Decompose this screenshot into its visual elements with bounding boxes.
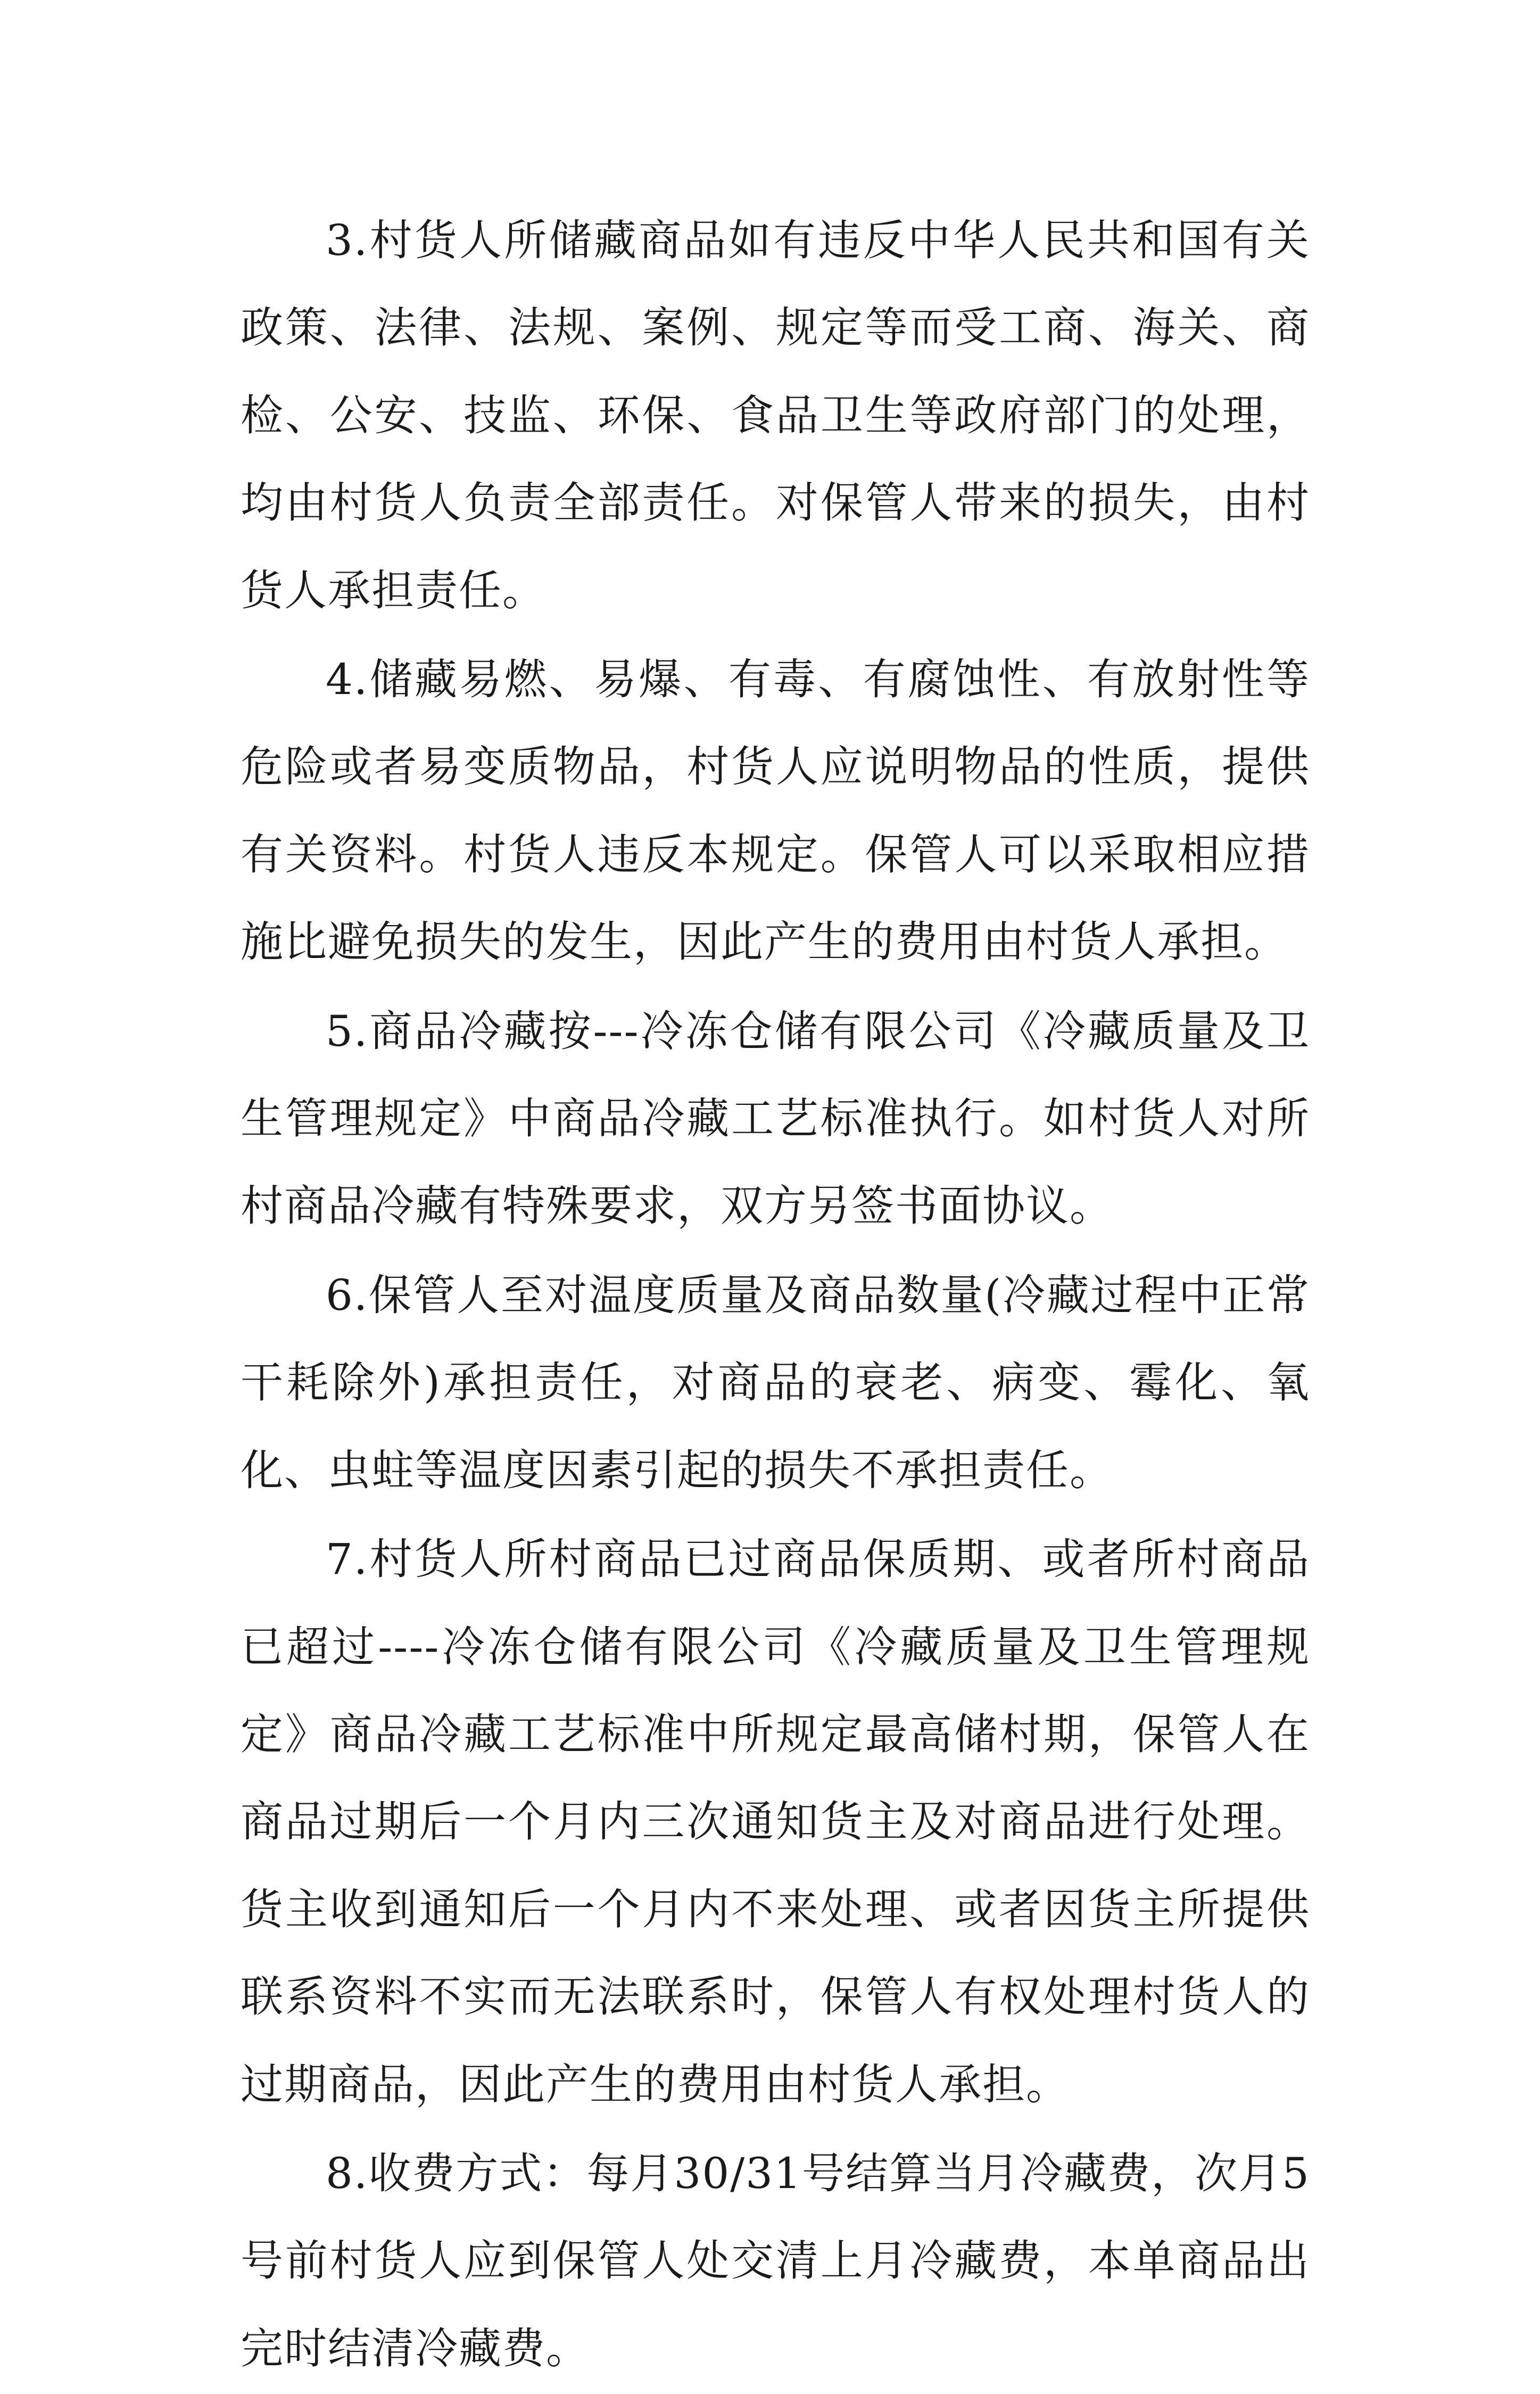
clause-7: 7.村货人所村商品已过商品保质期、或者所村商品已超过----冷冻仓储有限公司《冷藏质量及卫生管理规定》商品冷藏工艺标准中所规定最高储村期，保管人在商品过期后一个月内三次通知货主及对商品进行处理。货主收到通知后一个月内不来处理、或者因货主所提供联系资料不实而无法联系时，保管人有权处理村货人的过期商品，因此产生的费用由村货人承担。 [241,1534,1310,2109]
clause-6: 6.保管人至对温度质量及商品数量(冷藏过程中正常干耗除外)承担责任，对商品的衰老、病变、霉化、氧化、虫蛀等温度因素引起的损失不承担责任。 [241,1270,1310,1495]
document-body [241,197,1310,2394]
clause-8: 8.收费方式：每月30/31号结算当月冷藏费，次月5号前村货人应到保管人处交清上月冷藏费，本单商品出完时结清冷藏费。 [241,2148,1310,2373]
clause-3: 3.村货人所储藏商品如有违反中华人民共和国有关政策、法律、法规、案例、规定等而受工商、海关、商检、公安、技监、环保、食品卫生等政府部门的处理，均由村货人负责全部责任。对保管人带来的损失，由村货人承担责任。 [241,216,1310,615]
clause-5: 5.商品冷藏按---冷冻仓储有限公司《冷藏质量及卫生管理规定》中商品冷藏工艺标准执行。如村货人对所村商品冷藏有特殊要求，双方另签书面协议。 [241,1006,1310,1231]
clause-4: 4.储藏易燃、易爆、有毒、有腐蚀性、有放射性等危险或者易变质物品，村货人应说明物品的性质，提供有关资料。村货人违反本规定。保管人可以采取相应措施比避免损失的发生，因此产生的费用由村货人承担。 [241,655,1310,967]
